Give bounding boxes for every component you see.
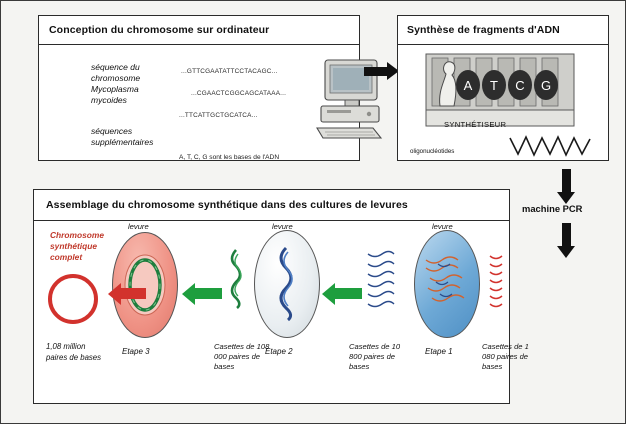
label-machine-pcr: machine PCR <box>522 203 583 214</box>
svg-text:G: G <box>540 78 552 93</box>
step-label-1: Etape 1 <box>425 347 453 356</box>
step-label-2: Etape 2 <box>265 347 293 356</box>
yeast-label-stage3: levure <box>128 222 149 231</box>
dna-strand-in-yeast-2 <box>266 244 308 324</box>
complete-chromosome-circle <box>48 274 98 324</box>
synthesizer-icon <box>424 52 576 130</box>
dna-sequence-line: ...CGAACTCGGCAGCATAAA... <box>191 90 287 97</box>
svg-text:C: C <box>515 78 525 93</box>
panel-divider <box>39 44 359 45</box>
label-oligonucleotides: oligonucléotides <box>410 148 455 155</box>
synthetic-chromosome-ring <box>118 248 172 322</box>
dna-sequence-line: ...TTCATTGCTGCATCA... <box>179 112 258 119</box>
panel-divider <box>34 220 509 221</box>
step-label-3: Etape 3 <box>122 347 150 356</box>
svg-text:A: A <box>463 78 473 93</box>
arrow-right-icon <box>364 67 388 76</box>
yeast-label-stage1: levure <box>432 222 453 231</box>
svg-text:T: T <box>490 78 498 93</box>
panel-assembly <box>33 189 529 404</box>
arrow-down-icon <box>562 169 571 193</box>
panel-dna-synthesis <box>397 15 609 161</box>
label-sequences-supplementaires: séquences supplémentaires <box>91 126 154 147</box>
dna-strands-in-yeast-1 <box>420 248 476 318</box>
panel-computer-design-title: Conception du chromosome sur ordinateur <box>49 24 270 36</box>
label-dna-bases-note: A, T, C, G sont les bases de l'ADN <box>179 154 280 161</box>
label-total-base-pairs: 1,08 million paires de bases <box>46 342 102 362</box>
panel-computer-design <box>38 15 360 161</box>
label-sequence-chromosome: séquence du chromosome Mycoplasma mycoides <box>91 62 141 105</box>
arrow-down-icon <box>562 223 571 247</box>
panel-assembly-title: Assemblage du chromosome synthétique dans des cultures de levures <box>46 199 408 211</box>
dna-squiggle-icon <box>508 134 592 158</box>
cassette-cluster-108000 <box>222 246 252 320</box>
dna-sequence-line: ...GTTCGAATATTCCTACAGC... <box>181 68 278 75</box>
cassette-cluster-1080 <box>486 252 508 318</box>
yeast-label-stage2: levure <box>272 222 293 231</box>
cassette-cluster-10800 <box>364 248 398 322</box>
label-complete-synthetic-chromosome: Chromosome synthétique complet <box>50 230 104 262</box>
panel-dna-synthesis-title: Synthèse de fragments d'ADN <box>407 24 560 36</box>
arrow-left-icon-red <box>120 288 146 299</box>
panel-divider <box>398 44 608 45</box>
arrow-left-icon-green <box>334 288 362 299</box>
arrow-left-icon-green <box>194 288 222 299</box>
cassette-label-1080: Casettes de 1 080 paires de bases <box>482 342 529 371</box>
cassette-label-108000: Casettes de 108 000 paires de bases <box>214 342 270 371</box>
synthesizer-label: SYNTHÉTISEUR <box>444 120 507 129</box>
cassette-label-10800: Casettes de 10 800 paires de bases <box>349 342 401 371</box>
